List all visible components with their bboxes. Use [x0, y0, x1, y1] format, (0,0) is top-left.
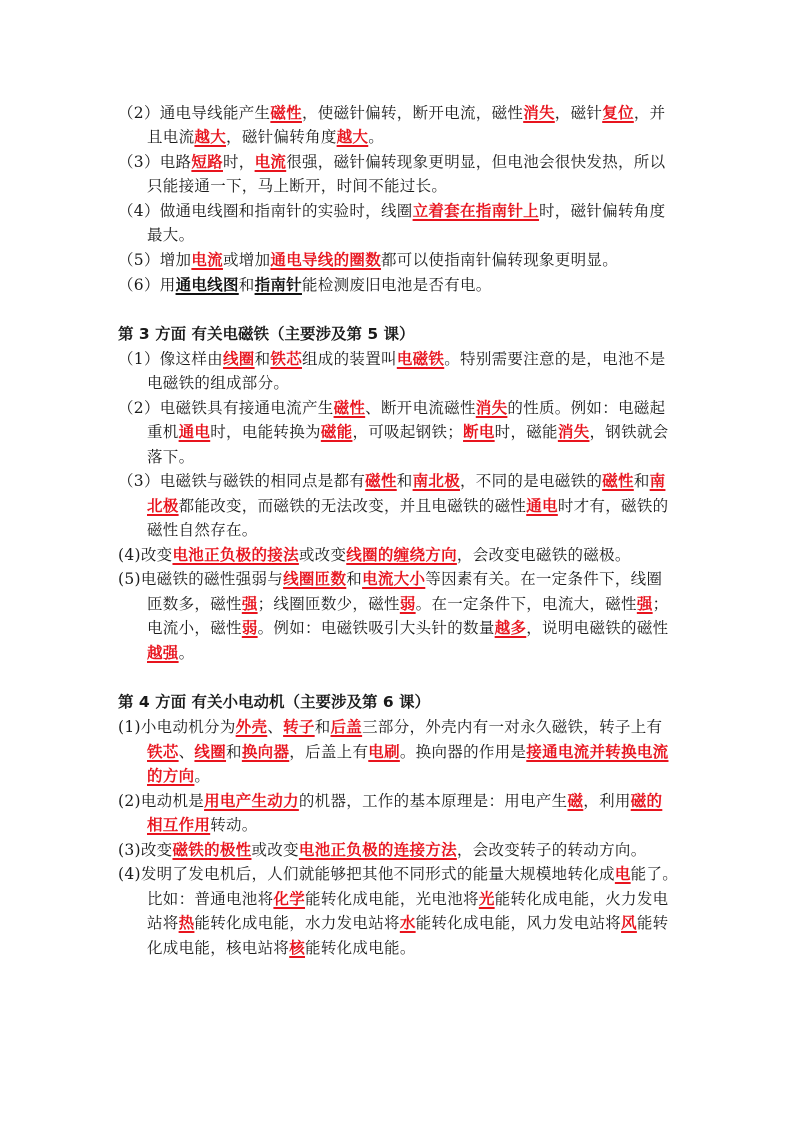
keyword-highlight: 磁性 [333, 398, 366, 417]
text-line [147, 420, 668, 444]
text-line [147, 445, 194, 469]
text-segment: (2)电动机是 [118, 792, 205, 810]
text-segment: 只能接通一下，马上断开，时间不能过长。 [147, 177, 448, 195]
keyword-highlight: 线圈 [194, 742, 227, 761]
text-segment: 或增加 [222, 251, 271, 269]
text-line [147, 518, 258, 542]
keyword-highlight: 通电导线的圈数 [270, 250, 381, 269]
text-line [118, 273, 492, 297]
keyword-highlight: 弱 [399, 594, 416, 613]
text-segment: 和 [396, 472, 413, 490]
text-segment: 且电流 [147, 128, 195, 146]
text-segment: 和 [346, 570, 363, 588]
text-segment: 比如：普通电池将 [147, 890, 274, 908]
text-segment: 能转 [636, 914, 669, 932]
text-line [147, 371, 289, 395]
text-line [118, 862, 678, 886]
keyword-highlight: 强 [241, 594, 258, 613]
text-segment: 和 [254, 350, 271, 368]
text-segment: 。换向器的作用是 [399, 743, 527, 761]
text-segment: 站将 [147, 914, 179, 932]
keyword-highlight: 复位 [602, 103, 634, 122]
keyword-underline: 指南针 [254, 275, 302, 294]
text-line [118, 150, 665, 174]
keyword-highlight: 电池正负极的接法 [172, 545, 299, 564]
keyword-highlight: 越大 [194, 127, 227, 146]
keyword-highlight: 光 [478, 889, 495, 908]
keyword-highlight: 线圈匝数 [283, 569, 347, 588]
text-segment: 等因素有关。在一定条件下，线圈 [425, 570, 663, 588]
text-segment: ，钢铁就会 [589, 423, 669, 441]
text-segment: 能了。 [630, 865, 679, 883]
text-segment: 和 [314, 718, 331, 736]
text-segment: 磁性自然存在。 [147, 521, 258, 539]
text-segment: 。 [178, 644, 195, 662]
keyword-highlight: 越多 [494, 618, 527, 637]
keyword-highlight: 断电 [463, 422, 495, 441]
text-line [147, 494, 668, 518]
text-line [118, 248, 618, 272]
section-heading: 第 3 方面 有关电磁铁（主要涉及第 5 课） [118, 325, 415, 343]
text-line [118, 715, 662, 739]
keyword-highlight: 电流 [254, 152, 287, 171]
text-segment: 或改变 [251, 841, 299, 859]
text-segment: 能转化成电能。 [305, 939, 416, 957]
text-line [147, 641, 194, 665]
keyword-highlight: 热 [178, 913, 195, 932]
keyword-highlight: 磁的 [630, 791, 663, 810]
text-line [118, 789, 662, 813]
text-segment: 的性质。例如：电磁起 [507, 399, 666, 417]
text-segment: 和 [238, 276, 255, 294]
text-segment: 化成电能，核电站将 [147, 939, 290, 957]
text-segment: (5)电磁铁的磁性强弱与 [118, 570, 284, 588]
text-segment: （5）增加 [118, 251, 192, 269]
keyword-highlight: 换向器 [241, 742, 290, 761]
text-segment: ，后盖上有 [289, 743, 369, 761]
text-segment: 能转化成电能，光电池将 [305, 890, 479, 908]
text-segment: 都可以使指南针偏转现象更明显。 [381, 251, 619, 269]
text-line [147, 125, 384, 149]
text-segment: 组成的装置叫 [302, 350, 397, 368]
text-segment: ，利用 [583, 792, 631, 810]
keyword-highlight: 接通电流并转换电流 [526, 742, 669, 761]
text-segment: ；线圈匝数少，磁性 [257, 595, 400, 613]
text-segment: 时，磁能 [494, 423, 558, 441]
text-segment: 、 [178, 743, 195, 761]
keyword-highlight: 越强 [147, 643, 179, 662]
text-segment: 。 [194, 767, 211, 785]
keyword-highlight: 转子 [283, 717, 315, 736]
keyword-highlight: 通电 [526, 496, 558, 515]
keyword-highlight: 消失 [523, 103, 555, 122]
text-line [147, 936, 416, 960]
keyword-highlight: 通电 [178, 422, 211, 441]
keyword-highlight: 磁铁的极性 [172, 840, 252, 859]
text-segment: ； [652, 595, 669, 613]
text-segment: （4）做通电线圈和指南针的实验时，线圈 [118, 202, 413, 220]
keyword-highlight: 核 [289, 938, 306, 957]
text-segment: 能检测废旧电池是否有电。 [301, 276, 492, 294]
keyword-highlight: 电流 [191, 250, 223, 269]
text-segment: 。 [368, 128, 385, 146]
text-line [118, 543, 631, 567]
text-line [147, 616, 668, 640]
text-segment: ，会改变电磁铁的磁极。 [456, 546, 631, 564]
section-heading: 第 4 方面 有关小电动机（主要涉及第 6 课） [118, 693, 431, 711]
text-segment: （6）用 [118, 276, 176, 294]
keyword-highlight: 电磁铁 [396, 349, 445, 368]
keyword-highlight: 线圈 [222, 349, 255, 368]
text-segment: ，并 [633, 104, 666, 122]
text-segment: 。在一定条件下，电流大，磁性 [415, 595, 637, 613]
text-segment: （1）像这样由 [118, 350, 223, 368]
text-segment: 最大。 [147, 226, 195, 244]
text-line [147, 592, 668, 616]
text-segment: ，可吸起钢铁； [352, 423, 464, 441]
text-segment: ，不同的是电磁铁的 [460, 472, 603, 490]
keyword-highlight: 立着套在指南针上 [412, 201, 539, 220]
keyword-highlight: 磁性 [602, 471, 634, 490]
keyword-highlight: 磁能 [320, 422, 353, 441]
keyword-highlight: 北极 [147, 496, 179, 515]
text-line [118, 838, 647, 862]
text-segment: (3)改变 [118, 841, 173, 859]
text-segment: 时，电能转换为 [210, 423, 321, 441]
text-line [147, 223, 194, 247]
text-segment: 时才有，磁铁的 [557, 497, 669, 515]
text-line [118, 469, 665, 493]
text-line [147, 887, 668, 911]
keyword-highlight: 磁性 [270, 103, 302, 122]
keyword-highlight: 风 [621, 913, 637, 932]
text-line [118, 567, 662, 591]
keyword-highlight: 铁芯 [270, 349, 302, 368]
keyword-highlight: 短路 [191, 152, 223, 171]
keyword-highlight: 水 [399, 913, 416, 932]
keyword-highlight: 电刷 [368, 742, 400, 761]
text-segment: 能转化成电能，风力发电站将 [415, 914, 622, 932]
text-segment: 匝数多，磁性 [147, 595, 242, 613]
text-segment: 的机器，工作的基本原理是：用电产生 [298, 792, 568, 810]
text-segment: ，磁针偏转角度 [226, 128, 337, 146]
keyword-highlight: 电 [614, 864, 631, 883]
text-segment: 或改变 [298, 546, 347, 564]
text-segment: （2）电磁铁具有接通电流产生 [118, 399, 334, 417]
keyword-highlight: 后盖 [330, 717, 363, 736]
text-segment: ，使磁针偏转，断开电流，磁性 [301, 104, 524, 122]
keyword-highlight: 南 [649, 471, 666, 490]
keyword-highlight: 电池正负极的连接方法 [298, 840, 457, 859]
text-segment: 转动。 [210, 816, 258, 834]
keyword-highlight: 化学 [273, 889, 306, 908]
keyword-highlight: 线圈的缠绕方向 [346, 545, 457, 564]
keyword-highlight: 相互作用 [147, 815, 211, 834]
keyword-highlight: 强 [636, 594, 653, 613]
text-segment: (1)小电动机分为 [118, 718, 236, 736]
text-segment: （3）电磁铁与磁铁的相同点是都有 [118, 472, 366, 490]
keyword-highlight: 电流大小 [362, 569, 426, 588]
text-segment: ，磁针 [554, 104, 603, 122]
text-segment: （2）通电导线能产生 [118, 104, 271, 122]
text-segment: 和 [226, 743, 242, 761]
text-segment: 都能改变，而磁铁的无法改变，并且电磁铁的磁性 [178, 497, 527, 515]
text-segment: 。例如：电磁铁吸引大头针的数量 [257, 619, 495, 637]
text-segment: 、 [267, 718, 284, 736]
text-segment: （3）电路 [118, 153, 192, 171]
keyword-highlight: 用电产生动力 [204, 791, 299, 810]
text-segment: 能转化成电能，水力发电站将 [194, 914, 400, 932]
text-segment: 电磁铁的组成部分。 [147, 374, 290, 392]
text-line [147, 740, 668, 764]
keyword-highlight: 越大 [336, 127, 369, 146]
keyword-highlight: 铁芯 [147, 742, 179, 761]
text-line [118, 199, 665, 223]
text-line [147, 174, 447, 198]
keyword-highlight: 弱 [241, 618, 258, 637]
keyword-highlight: 磁 [567, 791, 584, 810]
text-segment: 时，磁针偏转角度 [538, 202, 666, 220]
keyword-underline: 通电线图 [175, 275, 239, 294]
text-segment: 很强，磁针偏转现象更明显，但电池会很快发热，所以 [286, 153, 666, 171]
text-segment: 和 [633, 472, 650, 490]
text-line [118, 347, 665, 371]
keyword-highlight: 外壳 [235, 717, 268, 736]
text-segment: 能转化成电能，火力发电 [494, 890, 669, 908]
keyword-highlight: 南北极 [412, 471, 460, 490]
text-segment: ，会改变转子的转动方向。 [456, 841, 647, 859]
text-segment: 。特别需要注意的是，电池不是 [444, 350, 666, 368]
keyword-highlight: 消失 [557, 422, 590, 441]
text-line [118, 396, 665, 420]
text-line [147, 813, 258, 837]
text-segment: 、断开电流磁性 [365, 399, 476, 417]
text-segment: 重机 [147, 423, 179, 441]
text-line [147, 911, 668, 935]
text-segment: ，说明电磁铁的磁性 [526, 619, 669, 637]
text-line [147, 764, 210, 788]
keyword-highlight: 的方向 [147, 766, 195, 785]
text-segment: 三部分，外壳内有一对永久磁铁，转子上有 [362, 718, 663, 736]
keyword-highlight: 磁性 [365, 471, 397, 490]
text-segment: 落下。 [147, 448, 195, 466]
keyword-highlight: 消失 [475, 398, 508, 417]
text-segment: 时， [222, 153, 255, 171]
text-segment: (4)改变 [118, 546, 173, 564]
text-segment: (4)发明了发电机后，人们就能够把其他不同形式的能量大规模地转化成 [118, 865, 615, 883]
text-line [118, 101, 665, 125]
text-segment: 电流小，磁性 [147, 619, 242, 637]
